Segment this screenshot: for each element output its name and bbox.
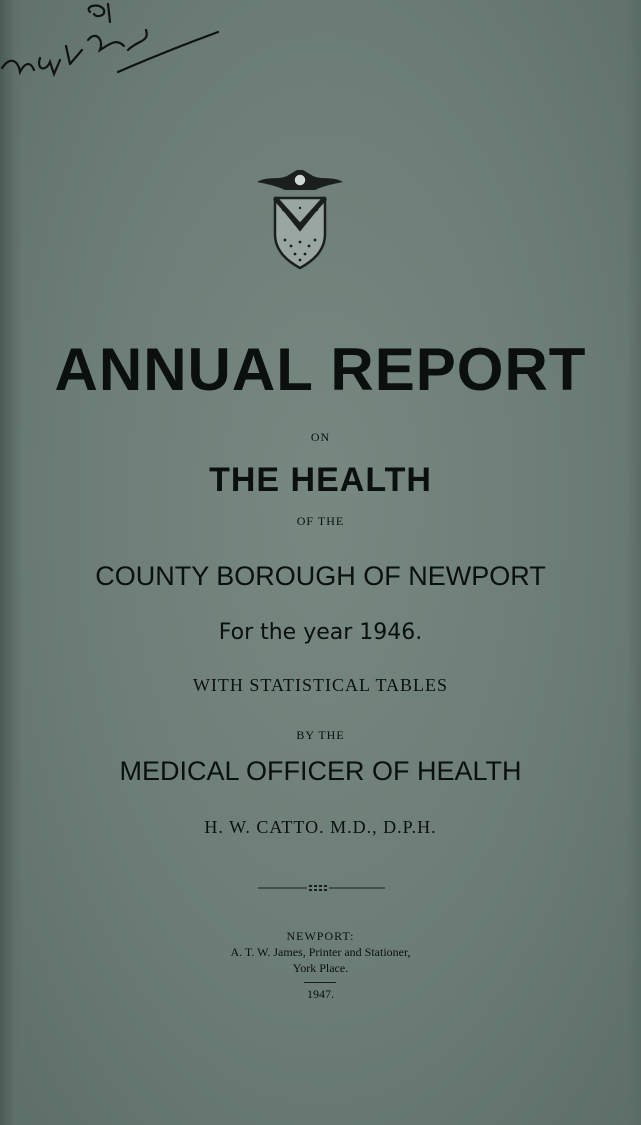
publisher-address: York Place. <box>292 961 349 975</box>
connector-of-the: OF THE <box>296 514 345 528</box>
connector-on: ON <box>310 430 331 444</box>
report-subject: THE HEALTH <box>209 461 432 499</box>
connector-by-the: BY THE <box>296 728 345 742</box>
report-year: For the year 1946. <box>218 620 423 645</box>
borough-name: COUNTY BOROUGH OF NEWPORT <box>95 561 546 591</box>
publisher-rule <box>304 982 336 983</box>
divider-ornament-icon <box>258 884 385 892</box>
publisher-printer: A. T. W. James, Printer and Stationer, <box>230 945 411 959</box>
author-name: H. W. CATTO. M.D., D.P.H. <box>204 817 437 837</box>
publisher-place: NEWPORT: <box>286 929 355 943</box>
author-role: MEDICAL OFFICER OF HEALTH <box>119 756 522 786</box>
statistical-tables-note: WITH STATISTICAL TABLES <box>192 675 449 695</box>
report-title: ANNUAL REPORT <box>54 336 587 403</box>
borough-crest-icon <box>255 168 345 270</box>
handwritten-annotation <box>0 0 240 90</box>
publication-year: 1947. <box>307 987 334 1001</box>
